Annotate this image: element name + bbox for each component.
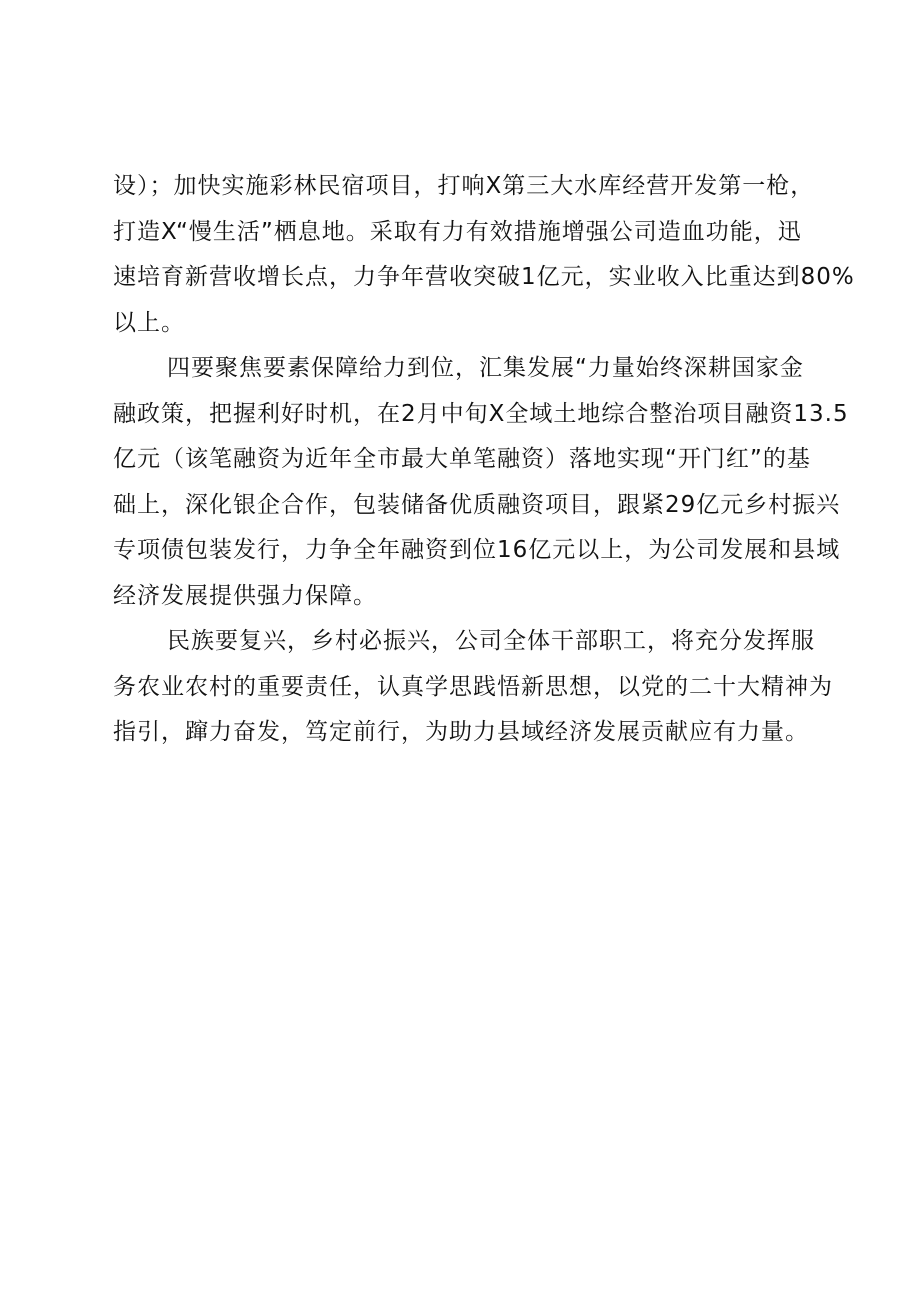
paragraph-2 [113, 346, 849, 619]
paragraph-line: 打造X“慢生活”栖息地。采取有力有效措施增强公司造血功能，迅 [113, 218, 802, 245]
paragraph-line: 专项债包装发行，力争全年融资到位16亿元以上，为公司发展和县域 [113, 537, 841, 563]
paragraph-line: 经济发展提供强力保障。 [113, 582, 377, 609]
paragraph-line: 民族要复兴，乡村必振兴，公司全体干部职工，将充分发挥服 [167, 628, 815, 654]
paragraph-line: 务农业农村的重要责任，认真学思践悟新思想，以党的二十大精神为 [113, 673, 833, 700]
paragraph-line: 速培育新营收增长点，力争年营收突破1亿元，实业收入比重达到80% [113, 264, 855, 290]
paragraph-1 [113, 164, 855, 346]
paragraph-line: 指引，蹿力奋发，笃定前行，为助力县域经济发展贡献应有力量。 [113, 719, 809, 745]
document-body [113, 164, 855, 756]
paragraph-3 [113, 619, 833, 756]
paragraph-line: 础上，深化银企合作，包装储备优质融资项目，跟紧29亿元乡村振兴 [113, 491, 841, 518]
paragraph-line: 四要聚焦要素保障给力到位，汇集发展“力量始终深耕国家金 [167, 355, 804, 381]
paragraph-line: 设）；加快实施彩林民宿项目，打响X第三大水库经营开发第一枪， [113, 173, 815, 199]
paragraph-line: 亿元（该笔融资为近年全市最大单笔融资）落地实现“开门红”的基 [113, 446, 811, 472]
paragraph-line: 以上。 [113, 309, 185, 336]
paragraph-line: 融政策，把握利好时机，在2月中旬X全域土地综合整治项目融资13.5 [113, 400, 849, 427]
